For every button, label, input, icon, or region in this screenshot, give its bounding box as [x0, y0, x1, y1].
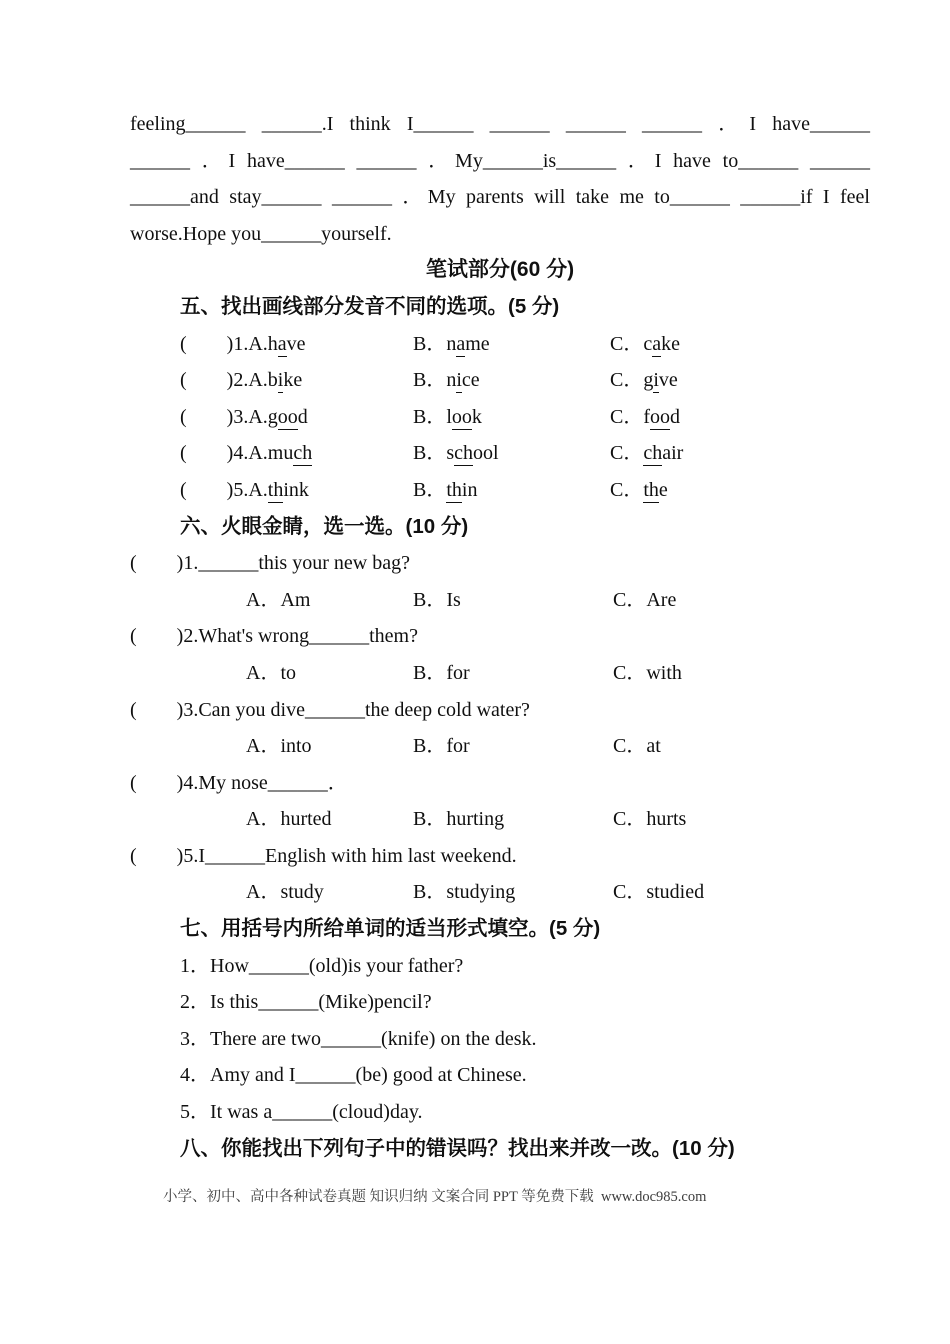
option-label: B． [413, 405, 447, 428]
word-post: e [658, 478, 668, 501]
answer-bracket: ( )5.A. [180, 478, 268, 501]
options-row-2 [130, 655, 870, 692]
underlined-letters: th [267, 478, 284, 501]
word-post: ke [661, 332, 681, 355]
word-pre: s [446, 442, 455, 465]
written-part-title: 笔试部分(60 分) [425, 258, 575, 282]
options-row-5 [130, 874, 870, 911]
option-c: C．at [613, 735, 661, 758]
option-c: C．studied [613, 881, 705, 904]
fill-item-2: 2．Is this______(Mike)pencil? [180, 991, 432, 1014]
fill-item-5: 5．It was a______(cloud)day. [180, 1101, 423, 1124]
option-c: C．hurts [613, 808, 687, 831]
option-b [413, 472, 610, 509]
option-b [413, 399, 610, 436]
underlined-letters: oo [277, 405, 298, 428]
option-a: A．to [246, 661, 296, 684]
word-post: ve [658, 369, 678, 392]
option-a: A．Am [246, 588, 311, 611]
option-c: C．Are [613, 588, 677, 611]
option-a [180, 435, 413, 472]
page-footer: 小学、初中、高中各种试卷真题 知识归纳 文案合同 PPT 等免费下载 www.doc985.com [163, 1189, 707, 1205]
option-c [610, 399, 870, 436]
word-pre: b [267, 369, 278, 392]
option-label: C． [610, 332, 644, 355]
pronunciation-item-4 [130, 435, 870, 472]
option-b [413, 362, 610, 399]
word-post: d [297, 405, 308, 428]
pronunciation-item-5 [130, 472, 870, 509]
option-c [610, 472, 870, 509]
option-b: B．Is [413, 588, 461, 611]
word-post: air [662, 442, 684, 465]
option-b [413, 326, 610, 363]
option-label: B． [413, 442, 447, 465]
option-b: B．studying [413, 881, 516, 904]
options-row-1 [130, 582, 870, 619]
word-post: k [471, 405, 482, 428]
section7-heading: 七、用括号内所给单词的适当形式填空。(5 分) [180, 917, 601, 941]
underlined-letters: a [277, 332, 287, 355]
options-row-3 [130, 728, 870, 765]
underlined-letters: a [652, 332, 662, 355]
option-a: A．hurted [246, 808, 332, 831]
underlined-letters: i [456, 369, 462, 392]
section5-heading: 五、找出画线部分发音不同的选项。(5 分) [180, 294, 560, 318]
word-pre: l [446, 405, 452, 428]
word-post: ink [283, 478, 309, 501]
option-label: B． [413, 369, 447, 392]
cloze-line: feeling______ ______.I think I______ ______ ______ ______ ．I have______ [130, 113, 870, 135]
word-pre: f [643, 405, 651, 428]
answer-bracket: ( )3.A. [180, 405, 268, 428]
word-pre: c [643, 332, 653, 355]
answer-bracket: ( )2.A. [180, 369, 268, 392]
section8-heading: 八、你能找出下列句子中的错误吗？找出来并改一改。(10 分) [180, 1136, 735, 1160]
underlined-letters: i [277, 369, 284, 392]
word-pre: g [267, 405, 278, 428]
option-b: B．hurting [413, 808, 505, 831]
option-label: C． [610, 369, 644, 392]
word-post: in [461, 478, 478, 501]
question-line-2: ( )2.What's wrong______them? [130, 625, 418, 648]
option-a: A．study [246, 881, 324, 904]
cloze-paragraph [130, 106, 870, 252]
word-post: ce [461, 369, 480, 392]
underlined-letters: ch [454, 442, 474, 465]
word-pre: g [643, 369, 654, 392]
word-pre: n [446, 369, 457, 392]
option-label: B． [413, 478, 447, 501]
option-c [610, 435, 870, 472]
word-post: ool [473, 442, 499, 465]
option-b [413, 435, 610, 472]
underlined-letters: i [653, 369, 659, 392]
option-label: C． [610, 442, 644, 465]
cloze-line: ______and stay______ ______ ．My parents will take me to______ ______if I feel [130, 186, 870, 209]
fill-item-4: 4．Amy and I______(be) good at Chinese. [180, 1064, 527, 1087]
fill-item-1: 1．How______(old)is your father? [180, 954, 464, 977]
page-content [130, 106, 870, 1167]
options-row-4 [130, 801, 870, 838]
option-label: C． [610, 405, 644, 428]
fill-item-3: 3．There are two______(knife) on the desk. [180, 1027, 537, 1050]
word-post: me [465, 332, 490, 355]
pronunciation-item-1 [130, 326, 870, 363]
underlined-letters: th [643, 478, 659, 501]
option-a [180, 362, 413, 399]
option-label: C． [610, 478, 644, 501]
option-a [180, 326, 413, 363]
option-c [610, 326, 870, 363]
underlined-letters: th [446, 478, 462, 501]
cloze-line: worse.Hope you______yourself. [130, 222, 392, 245]
pronunciation-item-2 [130, 362, 870, 399]
word-pre: n [446, 332, 457, 355]
cloze-line: ______ ．I have______ ______ ．My______is______ ．I have to______ ______ [130, 149, 870, 172]
option-c: C．with [613, 661, 682, 684]
section6-heading: 六、火眼金睛，选一选。(10 分) [180, 514, 469, 538]
answer-bracket: ( )4.A. [180, 442, 268, 465]
underlined-letters: ch [643, 442, 663, 465]
option-a: A．into [246, 735, 312, 758]
option-b: B．for [413, 735, 470, 758]
option-c [610, 362, 870, 399]
question-line-4: ( )4.My nose______． [130, 771, 348, 794]
underlined-letters: oo [650, 405, 671, 428]
answer-bracket: ( )1.A. [180, 332, 268, 355]
underlined-letters: ch [293, 442, 313, 465]
word-post: d [670, 405, 681, 428]
word-pre: mu [267, 442, 294, 465]
underlined-letters: oo [451, 405, 472, 428]
option-label: B． [413, 332, 447, 355]
option-a [180, 472, 413, 509]
question-line-3: ( )3.Can you dive______the deep cold water? [130, 698, 530, 721]
option-b: B．for [413, 661, 470, 684]
question-line-5: ( )5.I______English with him last weekend. [130, 844, 517, 867]
underlined-letters: a [456, 332, 466, 355]
question-line-1: ( )1.______this your new bag? [130, 552, 410, 575]
word-post: ke [283, 369, 303, 392]
pronunciation-item-3 [130, 399, 870, 436]
option-a [180, 399, 413, 436]
word-post: ve [286, 332, 306, 355]
word-pre: h [267, 332, 278, 355]
